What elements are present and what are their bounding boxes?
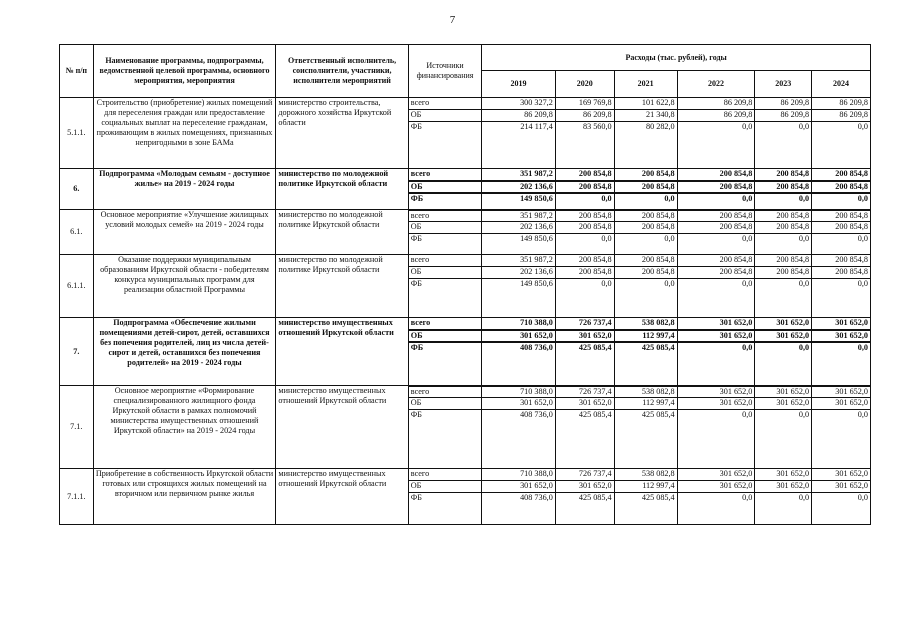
row-responsible: министерство по молодежной политике Иркутской области <box>276 169 408 210</box>
row-responsible: министерство по молодежной политике Иркутской области <box>276 255 408 318</box>
row-number: 7.1.1. <box>60 469 94 525</box>
expense-value: 200 854,8 <box>812 222 871 234</box>
expense-value: 301 652,0 <box>812 481 871 493</box>
funding-source: всего <box>408 169 482 181</box>
expense-value: 200 854,8 <box>555 169 614 181</box>
expense-value: 425 085,4 <box>555 410 614 469</box>
expense-value: 301 652,0 <box>812 330 871 342</box>
expense-value: 200 854,8 <box>677 169 755 181</box>
funding-source: ФБ <box>408 122 482 169</box>
funding-source: ОБ <box>408 398 482 410</box>
funding-source: ОБ <box>408 267 482 279</box>
expense-value: 0,0 <box>812 122 871 169</box>
expense-value: 200 854,8 <box>555 267 614 279</box>
row-name: Подпрограмма «Обеспечение жилыми помещениями детей-сирот, детей, оставшихся без попечения родителей, лиц из числа детей-сирот и детей, оставшихся без попечения родителей» на 2019 - 2024 годы <box>93 318 276 386</box>
funding-source: всего <box>408 210 482 222</box>
funding-source: всего <box>408 386 482 398</box>
header-year: 2024 <box>812 71 871 98</box>
funding-source: всего <box>408 318 482 330</box>
header-year: 2019 <box>482 71 556 98</box>
expense-value: 0,0 <box>812 410 871 469</box>
row-number: 7. <box>60 318 94 386</box>
funding-source: ОБ <box>408 110 482 122</box>
expense-value: 200 854,8 <box>755 181 812 193</box>
expense-value: 710 388,0 <box>482 469 556 481</box>
expense-value: 21 340,8 <box>614 110 677 122</box>
expense-value: 0,0 <box>555 193 614 210</box>
expense-value: 200 854,8 <box>755 255 812 267</box>
row-responsible: министерство имущественных отношений Иркутской области <box>276 469 408 525</box>
expense-value: 200 854,8 <box>812 267 871 279</box>
row-number: 5.1.1. <box>60 98 94 169</box>
expense-value: 301 652,0 <box>677 398 755 410</box>
expense-value: 408 736,0 <box>482 493 556 525</box>
expense-value: 301 652,0 <box>812 386 871 398</box>
header-year: 2022 <box>677 71 755 98</box>
row-responsible: министерство имущественных отношений Иркутской области <box>276 386 408 469</box>
expense-value: 301 652,0 <box>812 318 871 330</box>
expense-value: 0,0 <box>812 342 871 386</box>
expense-value: 112 997,4 <box>614 398 677 410</box>
expense-value: 200 854,8 <box>555 255 614 267</box>
expense-value: 301 652,0 <box>755 481 812 493</box>
expense-value: 200 854,8 <box>812 169 871 181</box>
row-name: Подпрограмма «Молодым семьям - доступное жилье» на 2019 - 2024 годы <box>93 169 276 210</box>
expense-value: 200 854,8 <box>677 181 755 193</box>
expense-value: 301 652,0 <box>482 398 556 410</box>
expense-value: 301 652,0 <box>677 318 755 330</box>
expense-value: 301 652,0 <box>755 469 812 481</box>
expense-value: 425 085,4 <box>614 493 677 525</box>
expense-value: 300 327,2 <box>482 98 556 110</box>
expense-value: 0,0 <box>755 193 812 210</box>
header-responsible: Ответственный исполнитель, соисполнители, участники, исполнители мероприятий <box>276 45 408 98</box>
row-name: Строительство (приобретение) жилых помещений для переселения граждан или предоставление социальных выплат на переселение гражданам, проживающим в жилых помещениях, признанных непригодными в зоне БАМа <box>93 98 276 169</box>
expense-value: 214 117,4 <box>482 122 556 169</box>
expense-value: 202 136,6 <box>482 222 556 234</box>
expense-value: 86 209,8 <box>812 110 871 122</box>
funding-source: ОБ <box>408 481 482 493</box>
expense-value: 0,0 <box>755 493 812 525</box>
expense-value: 101 622,8 <box>614 98 677 110</box>
row-responsible: министерство строительства, дорожного хозяйства Иркутской области <box>276 98 408 169</box>
expense-value: 0,0 <box>812 493 871 525</box>
expense-value: 200 854,8 <box>812 210 871 222</box>
row-number: 6.1. <box>60 210 94 255</box>
table-row <box>60 255 871 267</box>
header-name: Наименование программы, подпрограммы, ведомственной целевой программы, основного мероприятия, мероприятия <box>93 45 276 98</box>
row-number: 6. <box>60 169 94 210</box>
funding-source: всего <box>408 255 482 267</box>
expense-value: 0,0 <box>555 279 614 318</box>
expense-value: 200 854,8 <box>677 255 755 267</box>
header-year: 2023 <box>755 71 812 98</box>
expense-value: 200 854,8 <box>555 210 614 222</box>
budget-table <box>59 44 871 525</box>
expense-value: 710 388,0 <box>482 318 556 330</box>
expense-value: 0,0 <box>677 234 755 255</box>
expense-value: 0,0 <box>755 279 812 318</box>
expense-value: 0,0 <box>677 279 755 318</box>
expense-value: 538 082,8 <box>614 469 677 481</box>
expense-value: 301 652,0 <box>677 481 755 493</box>
expense-value: 301 652,0 <box>555 481 614 493</box>
table-row <box>60 210 871 222</box>
expense-value: 351 987,2 <box>482 169 556 181</box>
expense-value: 301 652,0 <box>677 330 755 342</box>
expense-value: 301 652,0 <box>555 330 614 342</box>
expense-value: 200 854,8 <box>614 181 677 193</box>
expense-value: 200 854,8 <box>677 222 755 234</box>
expense-value: 200 854,8 <box>755 169 812 181</box>
expense-value: 301 652,0 <box>812 469 871 481</box>
expense-value: 726 737,4 <box>555 469 614 481</box>
expense-value: 0,0 <box>755 410 812 469</box>
expense-value: 200 854,8 <box>812 255 871 267</box>
expense-value: 86 209,8 <box>677 98 755 110</box>
expense-value: 0,0 <box>812 234 871 255</box>
expense-value: 86 209,8 <box>677 110 755 122</box>
expense-value: 425 085,4 <box>614 342 677 386</box>
table-row <box>60 98 871 110</box>
row-name: Основное мероприятие «Улучшение жилищных условий молодых семей» на 2019 - 2024 годы <box>93 210 276 255</box>
funding-source: ФБ <box>408 410 482 469</box>
expense-value: 0,0 <box>677 493 755 525</box>
expense-value: 200 854,8 <box>677 210 755 222</box>
expense-value: 86 209,8 <box>755 110 812 122</box>
expense-value: 80 282,0 <box>614 122 677 169</box>
row-responsible: министерство по молодежной политике Иркутской области <box>276 210 408 255</box>
table-row <box>60 318 871 330</box>
header-year: 2020 <box>555 71 614 98</box>
expense-value: 112 997,4 <box>614 481 677 493</box>
expense-value: 200 854,8 <box>614 169 677 181</box>
header-year: 2021 <box>614 71 677 98</box>
funding-source: ОБ <box>408 222 482 234</box>
expense-value: 0,0 <box>614 234 677 255</box>
expense-value: 83 560,0 <box>555 122 614 169</box>
expense-value: 425 085,4 <box>555 342 614 386</box>
expense-value: 202 136,6 <box>482 267 556 279</box>
expense-value: 301 652,0 <box>755 398 812 410</box>
expense-value: 0,0 <box>614 193 677 210</box>
row-name: Оказание поддержки муниципальным образованиям Иркутской области - победителям конкурса муниципальных программ для реализации областной Программы <box>93 255 276 318</box>
expense-value: 0,0 <box>677 193 755 210</box>
expense-value: 408 736,0 <box>482 342 556 386</box>
row-name: Приобретение в собственность Иркутской области готовых или строящихся жилых помещений на вторичном или первичном рынке жилья <box>93 469 276 525</box>
expense-value: 200 854,8 <box>614 210 677 222</box>
expense-value: 301 652,0 <box>677 386 755 398</box>
expense-value: 726 737,4 <box>555 386 614 398</box>
expense-value: 0,0 <box>812 279 871 318</box>
funding-source: ОБ <box>408 181 482 193</box>
expense-value: 0,0 <box>755 234 812 255</box>
table-row <box>60 386 871 398</box>
expense-value: 86 209,8 <box>482 110 556 122</box>
expense-value: 202 136,6 <box>482 181 556 193</box>
expense-value: 710 388,0 <box>482 386 556 398</box>
expense-value: 200 854,8 <box>555 222 614 234</box>
expense-value: 200 854,8 <box>755 222 812 234</box>
expense-value: 538 082,8 <box>614 318 677 330</box>
expense-value: 726 737,4 <box>555 318 614 330</box>
expense-value: 301 652,0 <box>755 386 812 398</box>
expense-value: 200 854,8 <box>755 267 812 279</box>
expense-value: 86 209,8 <box>755 98 812 110</box>
expense-value: 301 652,0 <box>812 398 871 410</box>
expense-value: 301 652,0 <box>677 469 755 481</box>
funding-source: ОБ <box>408 330 482 342</box>
expense-value: 149 850,6 <box>482 193 556 210</box>
expense-value: 169 769,8 <box>555 98 614 110</box>
expense-value: 425 085,4 <box>614 410 677 469</box>
row-responsible: министерство имущественных отношений Иркутской области <box>276 318 408 386</box>
table-row <box>60 469 871 481</box>
expense-value: 425 085,4 <box>555 493 614 525</box>
row-number: 6.1.1. <box>60 255 94 318</box>
row-name: Основное мероприятие «Формирование специализированного жилищного фонда Иркутской области в рамках полномочий министерства имущественных отношений Иркутской области» на 2019 - 2024 годы <box>93 386 276 469</box>
expense-value: 200 854,8 <box>614 255 677 267</box>
expense-value: 0,0 <box>614 279 677 318</box>
expense-value: 0,0 <box>677 342 755 386</box>
expense-value: 112 997,4 <box>614 330 677 342</box>
funding-source: ФБ <box>408 234 482 255</box>
funding-source: всего <box>408 98 482 110</box>
funding-source: ФБ <box>408 193 482 210</box>
page-number: 7 <box>449 14 456 26</box>
expense-value: 149 850,6 <box>482 234 556 255</box>
expense-value: 301 652,0 <box>482 330 556 342</box>
row-number: 7.1. <box>60 386 94 469</box>
funding-source: ФБ <box>408 493 482 525</box>
funding-source: ФБ <box>408 342 482 386</box>
expense-value: 86 209,8 <box>555 110 614 122</box>
expense-value: 200 854,8 <box>614 222 677 234</box>
expense-value: 351 987,2 <box>482 210 556 222</box>
funding-source: всего <box>408 469 482 481</box>
expense-value: 86 209,8 <box>812 98 871 110</box>
expense-value: 301 652,0 <box>482 481 556 493</box>
expense-value: 149 850,6 <box>482 279 556 318</box>
expense-value: 200 854,8 <box>812 181 871 193</box>
header-num: № п/п <box>60 45 94 98</box>
expense-value: 0,0 <box>755 342 812 386</box>
header-expenses: Расходы (тыс. рублей), годы <box>482 45 871 71</box>
expense-value: 301 652,0 <box>755 318 812 330</box>
expense-value: 200 854,8 <box>555 181 614 193</box>
expense-value: 0,0 <box>677 122 755 169</box>
expense-value: 0,0 <box>555 234 614 255</box>
expense-value: 351 987,2 <box>482 255 556 267</box>
expense-value: 0,0 <box>755 122 812 169</box>
expense-value: 0,0 <box>812 193 871 210</box>
expense-value: 301 652,0 <box>555 398 614 410</box>
expense-value: 0,0 <box>677 410 755 469</box>
expense-value: 200 854,8 <box>677 267 755 279</box>
header-source: Источники финансирования <box>408 45 482 98</box>
table-row <box>60 169 871 181</box>
expense-value: 200 854,8 <box>614 267 677 279</box>
funding-source: ФБ <box>408 279 482 318</box>
expense-value: 301 652,0 <box>755 330 812 342</box>
expense-value: 408 736,0 <box>482 410 556 469</box>
expense-value: 538 082,8 <box>614 386 677 398</box>
expense-value: 200 854,8 <box>755 210 812 222</box>
